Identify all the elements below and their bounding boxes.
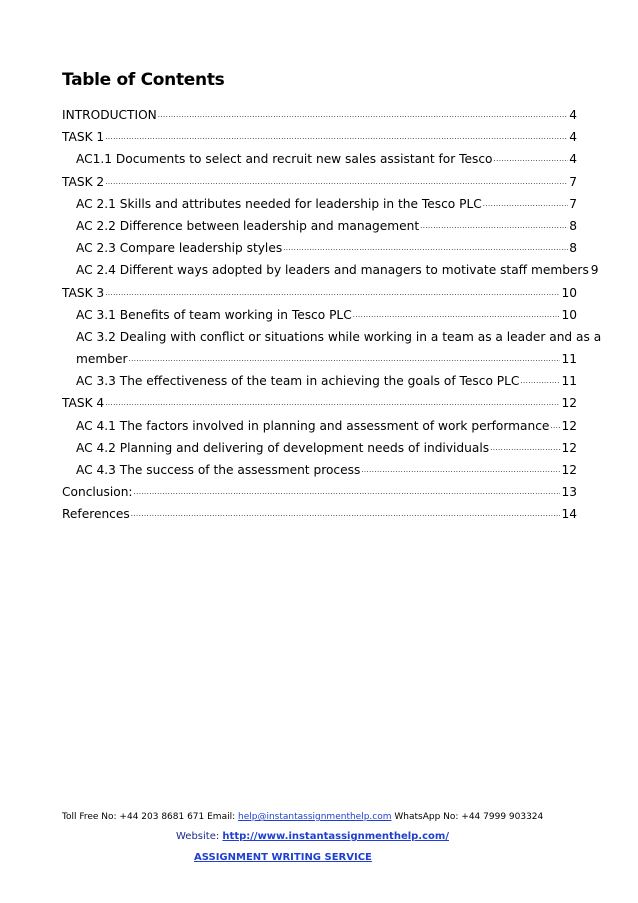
email-link[interactable]: help@instantassignmenthelp.com [238,812,392,822]
toc-page-number: 4 [569,130,577,145]
toc-entry[interactable] [62,282,577,304]
toc-page-number: 12 [561,440,577,455]
toc-page-number: 10 [561,285,577,300]
whatsapp-text: WhatsApp No: +44 7999 903324 [391,812,544,822]
toc-page-number: 12 [561,396,577,411]
toc-entry-text: AC 3.2 Dealing with conflict or situations while working in a team as a leader and as a [76,329,602,344]
dot-leader [129,350,561,372]
toc-title: Table of Contents [62,70,225,90]
toc-entry[interactable] [62,171,577,193]
toc-page-number: 13 [561,485,577,500]
toc-entry-text: member [76,352,128,367]
toc-entry-text: Conclusion: [62,485,133,500]
toc-page-number: 9 [590,263,599,278]
dot-leader [361,461,560,483]
toc-entry-text: AC 2.2 Difference between leadership and management [76,218,420,233]
toc-page-number: 11 [561,374,577,389]
toc-entry[interactable] [62,148,577,170]
toc-page-number: 10 [561,307,577,322]
table-of-contents [62,104,602,526]
dot-leader [283,239,568,261]
toc-entry[interactable] [62,503,577,525]
toc-entry-text: AC 3.1 Benefits of team working in Tesco PLC [76,307,352,322]
website-label: Website: [176,831,223,842]
toc-entry-text: AC1.1 Documents to select and recruit new sales assistant for Tesco [76,152,493,167]
dot-leader [131,505,561,527]
toc-entry[interactable] [62,104,577,126]
toc-entry-text: AC 4.3 The success of the assessment process [76,463,361,477]
toc-entry-text: References [62,507,130,522]
dot-leader [105,394,560,416]
toll-free-text: Toll Free No: +44 203 8681 671 Email: [62,812,238,822]
toc-entry-text: AC 4.1 The factors involved in planning and assessment of work performance [76,418,550,433]
toc-page-number: 8 [569,241,577,256]
toc-page-number: 4 [569,152,577,167]
dot-leader [134,483,561,505]
website-link[interactable]: http://www.instantassignmenthelp.com/ [222,831,449,842]
toc-entry[interactable] [62,370,577,392]
toc-entry-text: TASK 2 [62,174,105,189]
toc-entry-text: AC 3.3 The effectiveness of the team in achieving the goals of Tesco PLC [76,374,520,389]
dot-leader [105,284,560,306]
toc-page-number: 11 [561,352,577,367]
toc-entry-text: AC 2.3 Compare leadership styles [76,241,283,256]
dot-leader [158,106,568,128]
dot-leader [353,306,561,328]
toc-entry[interactable] [62,259,599,281]
footer-website [176,831,449,842]
toc-entry[interactable] [62,326,602,348]
toc-entry-text: INTRODUCTION [62,108,157,122]
dot-leader [105,173,568,195]
toc-page-number: 14 [561,507,577,522]
toc-page-number: 12 [561,463,577,477]
footer-contact [62,812,543,822]
dot-leader [420,217,568,239]
toc-entry-text: AC 2.4 Different ways adopted by leaders and managers to motivate staff members [76,263,589,278]
toc-entry-text: TASK 1 [62,130,105,145]
toc-entry[interactable] [62,237,577,259]
toc-entry[interactable] [62,415,577,437]
toc-page-number: 4 [569,108,577,122]
toc-entry[interactable] [62,304,577,326]
toc-page-number: 7 [569,174,577,189]
dot-leader [105,128,568,150]
toc-entry-text: TASK 4 [62,396,105,411]
toc-entry[interactable] [62,459,577,481]
dot-leader [550,417,560,439]
toc-entry[interactable] [62,481,577,503]
toc-entry[interactable] [62,348,577,370]
dot-leader [490,439,560,461]
toc-entry[interactable] [62,193,577,215]
toc-entry-text: TASK 3 [62,285,105,300]
toc-entry[interactable] [62,437,577,459]
toc-page-number: 8 [569,218,577,233]
toc-entry[interactable] [62,215,577,237]
toc-entry-text: AC 4.2 Planning and delivering of development needs of individuals [76,440,490,455]
toc-entry-text: AC 2.1 Skills and attributes needed for leadership in the Tesco PLC [76,196,482,211]
dot-leader [483,195,568,217]
toc-entry[interactable] [62,392,577,414]
toc-entry[interactable] [62,126,577,148]
toc-page-number: 7 [569,196,577,211]
dot-leader [520,372,560,394]
service-link[interactable]: ASSIGNMENT WRITING SERVICE [194,852,372,863]
dot-leader [494,150,569,172]
toc-page-number: 12 [561,418,577,433]
